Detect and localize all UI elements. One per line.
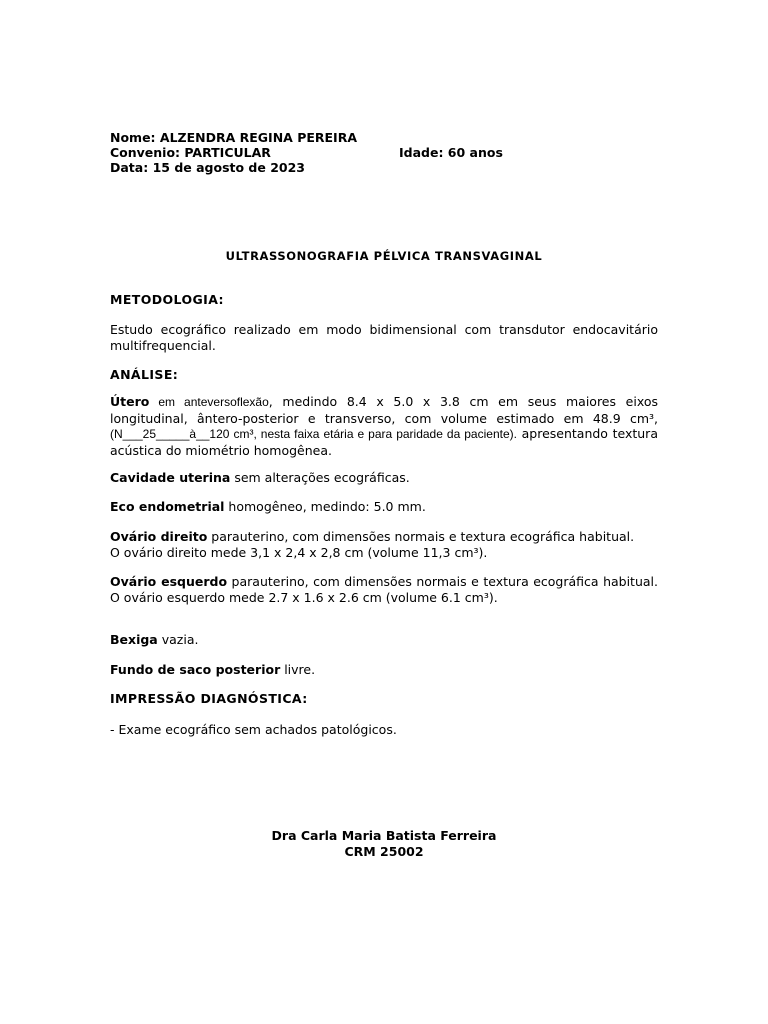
ovario-direito-text-2: O ovário direito mede 3,1 x 2,4 x 2,8 cm (volume 11,3 cm³).	[110, 544, 488, 560]
ovario-esquerdo-label: Ovário esquerdo	[110, 574, 228, 589]
bexiga-text: vazia.	[157, 632, 199, 647]
doctor-name: Dra Carla Maria Batista Ferreira	[271, 828, 497, 843]
ovario-direito-label: Ovário direito	[110, 529, 208, 544]
report-page	[110, 0, 658, 1024]
utero-text-2: , medindo 8.4 x 5.0 x 3.8 cm em seus maiores eixos longitudinal, ântero-posterior e transverso, com volume estimado em 48.9 cm³,	[110, 394, 658, 426]
patient-age: Idade: 60 anos	[399, 145, 503, 160]
impressao-heading: IMPRESSÃO DIAGNÓSTICA:	[110, 691, 308, 706]
fundo-paragraph	[110, 662, 658, 678]
report-title: ULTRASSONOGRAFIA PÉLVICA TRANSVAGINAL	[225, 249, 543, 263]
fundo-label: Fundo de saco posterior	[110, 662, 281, 677]
eco-text: homogêneo, medindo: 5.0 mm.	[224, 499, 426, 514]
analise-heading: ANÁLISE:	[110, 367, 179, 382]
ovario-esquerdo-text: parauterino, com dimensões normais e textura ecográfica habitual. O ovário esquerdo mede 2.7 x 1.6 x 2.6 cm (volume 6.1 cm³).	[110, 574, 658, 605]
utero-reference: (N___25_____à__120 cm³, nesta faixa etária e para paridade da paciente).	[110, 427, 517, 441]
eco-label: Eco endometrial	[110, 499, 225, 514]
metodologia-heading: METODOLOGIA:	[110, 292, 224, 307]
patient-header	[110, 130, 658, 175]
fundo-text: livre.	[280, 662, 316, 677]
utero-text-3: apresentando textura acústica do miométrio homogênea.	[110, 426, 658, 458]
utero-text-1: em	[149, 395, 185, 409]
ovario-direito-paragraph	[110, 529, 658, 560]
impressao-item: - Exame ecográfico sem achados patológicos.	[110, 722, 397, 737]
patient-insurance: Convenio: PARTICULAR	[110, 145, 271, 160]
exam-date: Data: 15 de agosto de 2023	[110, 160, 305, 175]
doctor-crm: CRM 25002	[344, 844, 424, 859]
ovario-esquerdo-paragraph	[110, 574, 658, 605]
bexiga-label: Bexiga	[110, 632, 158, 647]
cavidade-paragraph	[110, 470, 658, 486]
cavidade-text: sem alterações ecográficas.	[230, 470, 410, 485]
utero-label: Útero	[110, 394, 150, 409]
patient-name: Nome: ALZENDRA REGINA PEREIRA	[110, 130, 358, 145]
signature-block	[110, 828, 658, 860]
metodologia-text: Estudo ecográfico realizado em modo bidimensional com transdutor endocavitário multifrequencial.	[110, 322, 658, 353]
utero-position: anteversoflexão	[184, 395, 269, 409]
ovario-direito-text-1: parauterino, com dimensões normais e textura ecográfica habitual.	[207, 529, 635, 544]
bexiga-paragraph	[110, 632, 658, 648]
cavidade-label: Cavidade uterina	[110, 470, 231, 485]
eco-paragraph	[110, 499, 658, 515]
utero-paragraph	[110, 394, 658, 458]
